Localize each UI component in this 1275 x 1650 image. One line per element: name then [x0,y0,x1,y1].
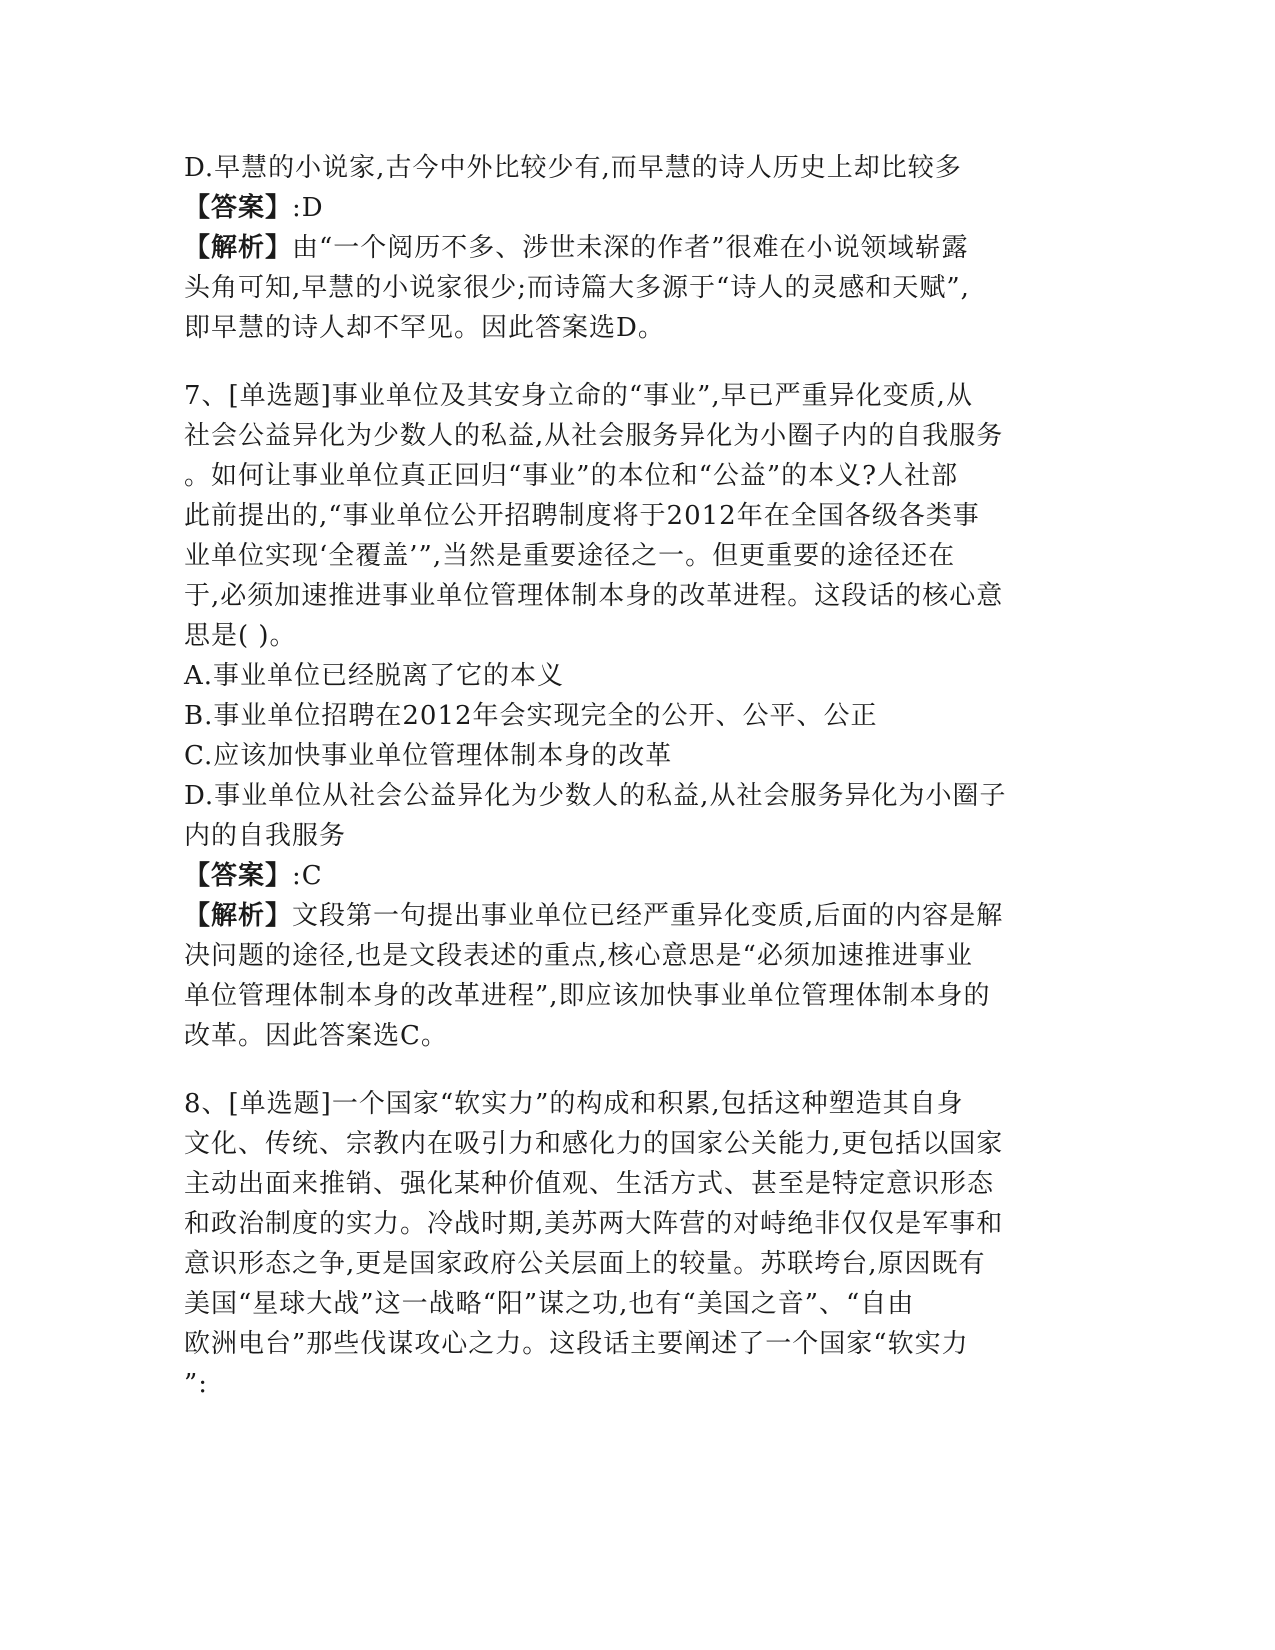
analysis-text: 文段第一句提出事业单位已经严重异化变质,后面的内容是解 [292,901,1004,931]
question-stem: ”: [184,1369,209,1399]
question-stem: 思是( )。 [184,621,297,651]
question-stem: 美国“星球大战”这一战略“阳”谋之功,也有“美国之音”、“自由 [184,1289,915,1319]
option-c: C.应该加快事业单位管理体制本身的改革 [184,741,673,771]
analysis-text: 由“一个阅历不多、涉世未深的作者”很难在小说领域崭露 [292,233,969,263]
analysis-text: 即早慧的诗人却不罕见。因此答案选D。 [184,313,665,343]
analysis-text: 决问题的途径,也是文段表述的重点,核心意思是“必须加速推进事业 [184,941,973,971]
question-stem: 和政治制度的实力。冷战时期,美苏两大阵营的对峙绝非仅仅是军事和 [184,1209,1004,1239]
answer-line [184,188,1084,228]
option-d: D.早慧的小说家,古今中外比较少有,而早慧的诗人历史上却比较多 [184,153,962,183]
answer-label: 【答案】 [184,193,293,223]
question-stem: 8、[单选题]一个国家“软实力”的构成和积累,包括这种塑造其自身 [184,1089,964,1119]
answer-label: 【答案】 [184,861,293,891]
question-stem: 意识形态之争,更是国家政府公关层面上的较量。苏联垮台,原因既有 [184,1249,986,1279]
question-7 [184,376,1084,1056]
question-stem: 业单位实现‘全覆盖’”,当然是重要途径之一。但更重要的途径还在 [184,541,956,571]
analysis-label: 【解析】 [184,901,293,931]
answer-value: :D [292,193,324,223]
option-a: A.事业单位已经脱离了它的本义 [184,661,565,691]
question-stem: 主动出面来推销、强化某种价值观、生活方式、甚至是特定意识形态 [184,1169,995,1199]
analysis-text: 改革。因此答案选C。 [184,1021,448,1051]
analysis-line [184,228,1084,268]
analysis-text: 头角可知,早慧的小说家很少;而诗篇大多源于“诗人的灵感和天赋”, [184,273,970,303]
question-stem: 。如何让事业单位真正回归“事业”的本位和“公益”的本义?人社部 [184,461,959,491]
analysis-label: 【解析】 [184,233,293,263]
option-b: B.事业单位招聘在2012年会实现完全的公开、公平、公正 [184,701,878,731]
analysis-line [184,896,1084,936]
document-page [184,148,1084,1404]
option-d: 内的自我服务 [184,821,347,851]
question-8 [184,1084,1084,1404]
option-d: D.事业单位从社会公益异化为少数人的私益,从社会服务异化为小圈子 [184,781,1007,811]
question-6-tail [184,148,1084,348]
question-stem: 此前提出的,“事业单位公开招聘制度将于2012年在全国各级各类事 [184,501,980,531]
question-stem: 7、[单选题]事业单位及其安身立命的“事业”,早已严重异化变质,从 [184,381,973,411]
question-stem: 于,必须加速推进事业单位管理体制本身的改革进程。这段话的核心意 [184,581,1004,611]
answer-value: :C [292,861,323,891]
analysis-text: 单位管理体制本身的改革进程”,即应该加快事业单位管理体制本身的 [184,981,991,1011]
answer-line [184,856,1084,896]
question-stem: 欧洲电台”那些伐谋攻心之力。这段话主要阐述了一个国家“软实力 [184,1329,969,1359]
question-stem: 文化、传统、宗教内在吸引力和感化力的国家公关能力,更包括以国家 [184,1129,1004,1159]
question-stem: 社会公益异化为少数人的私益,从社会服务异化为小圈子内的自我服务 [184,421,1004,451]
